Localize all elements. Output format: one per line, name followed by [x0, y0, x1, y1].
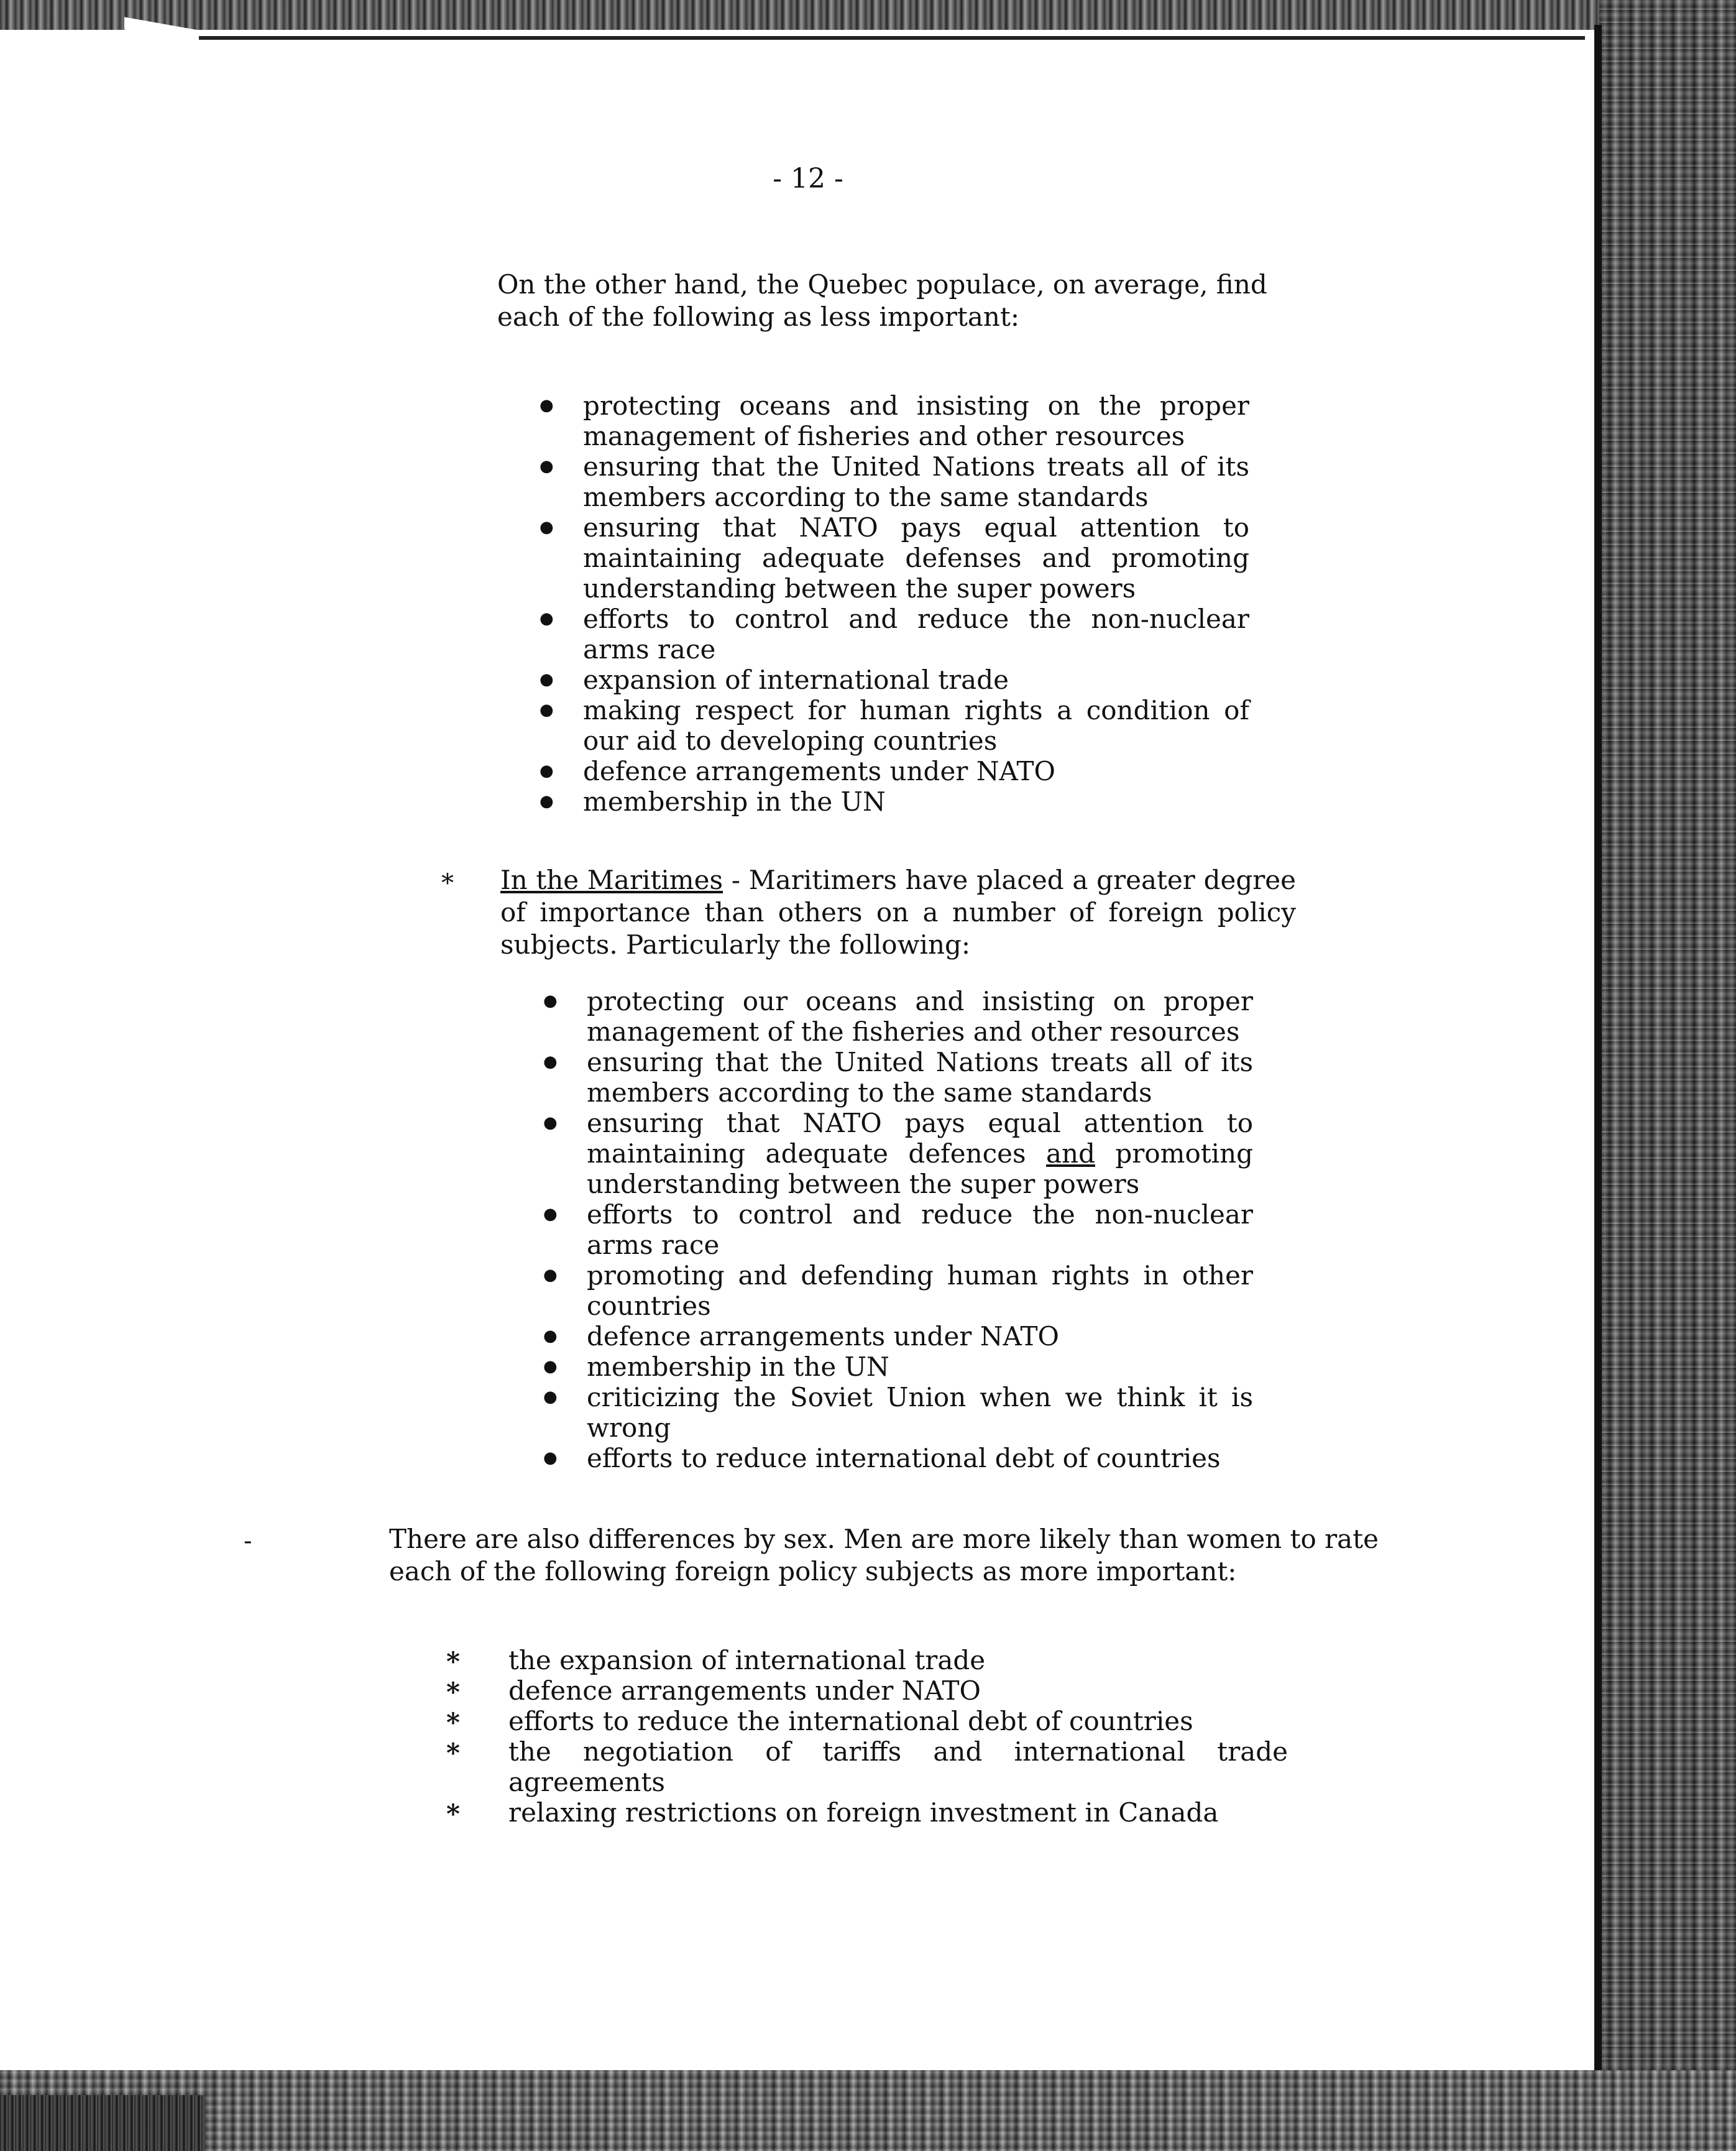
list-item	[543, 1108, 1253, 1199]
list-item: ● efforts to reduce international debt of countries	[543, 1443, 1253, 1473]
list-item: ● membership in the UN	[543, 1352, 1253, 1382]
list-item: ● ensuring that the United Nations treats all of its members according to the same standards	[543, 1047, 1253, 1108]
list-item: * the expansion of international trade	[446, 1645, 1288, 1675]
scan-edge-bottom	[0, 2070, 1736, 2151]
maritimes-intro-text: - Maritimers have placed a greater degree of importance than others on a number of foreign policy subjects. Particularly the following:	[500, 865, 1296, 960]
quebec-intro: On the other hand, the Quebec populace, on average, find each of the following as less important:	[497, 269, 1267, 332]
list-item: ● defence arrangements under NATO	[543, 1321, 1253, 1352]
maritimes-heading: In the Maritimes	[500, 865, 723, 895]
quebec-list	[540, 390, 1249, 817]
list-item: ● ensuring that the United Nations treats all of its members according to the same standards	[540, 451, 1249, 512]
emphasis-and: and	[1045, 1138, 1095, 1169]
list-item: * relaxing restrictions on foreign investment in Canada	[446, 1797, 1288, 1828]
page-number: - 12 -	[773, 163, 843, 195]
sex-list	[446, 1645, 1288, 1828]
list-item-text: ensuring that NATO pays equal attention to maintaining adequate defences	[587, 1108, 1253, 1169]
scan-edge-bottom-left	[0, 2095, 205, 2151]
sex-intro: There are also differences by sex. Men are more likely than women to rate each of the following foreign policy subjects as more important:	[389, 1524, 1379, 1587]
scan-top-line	[199, 36, 1585, 40]
list-item-text: promoting understanding between the super powers	[587, 1138, 1253, 1199]
list-item: * efforts to reduce the international debt of countries	[446, 1706, 1288, 1736]
list-item: ● ensuring that NATO pays equal attention to maintaining adequate defenses and promoting understanding between the super powers	[540, 512, 1249, 604]
scan-edge-right-line	[1594, 25, 1602, 2070]
maritimes-list	[543, 986, 1253, 1473]
list-item: ● efforts to control and reduce the non-nuclear arms race	[543, 1199, 1253, 1260]
list-item: ● membership in the UN	[540, 786, 1249, 817]
maritimes-star-marker: *	[441, 869, 454, 898]
scan-edge-right	[1599, 0, 1736, 2151]
list-item: ● promoting and defending human rights in other countries	[543, 1260, 1253, 1321]
list-item: ● defence arrangements under NATO	[540, 756, 1249, 786]
list-item: ● making respect for human rights a condition of our aid to developing countries	[540, 695, 1249, 756]
list-item: ● protecting oceans and insisting on the proper management of fisheries and other resources	[540, 390, 1249, 451]
scan-edge-top	[0, 0, 1736, 30]
list-item: * the negotiation of tariffs and international trade agreements	[446, 1736, 1288, 1797]
list-item: ● protecting our oceans and insisting on proper management of the fisheries and other resources	[543, 986, 1253, 1047]
list-item: * defence arrangements under NATO	[446, 1675, 1288, 1706]
list-item: ● efforts to control and reduce the non-nuclear arms race	[540, 604, 1249, 665]
maritimes-intro	[500, 864, 1296, 961]
list-item: ● expansion of international trade	[540, 665, 1249, 695]
margin-dash-mark: -	[244, 1527, 252, 1555]
list-item: ● criticizing the Soviet Union when we think it is wrong	[543, 1382, 1253, 1443]
